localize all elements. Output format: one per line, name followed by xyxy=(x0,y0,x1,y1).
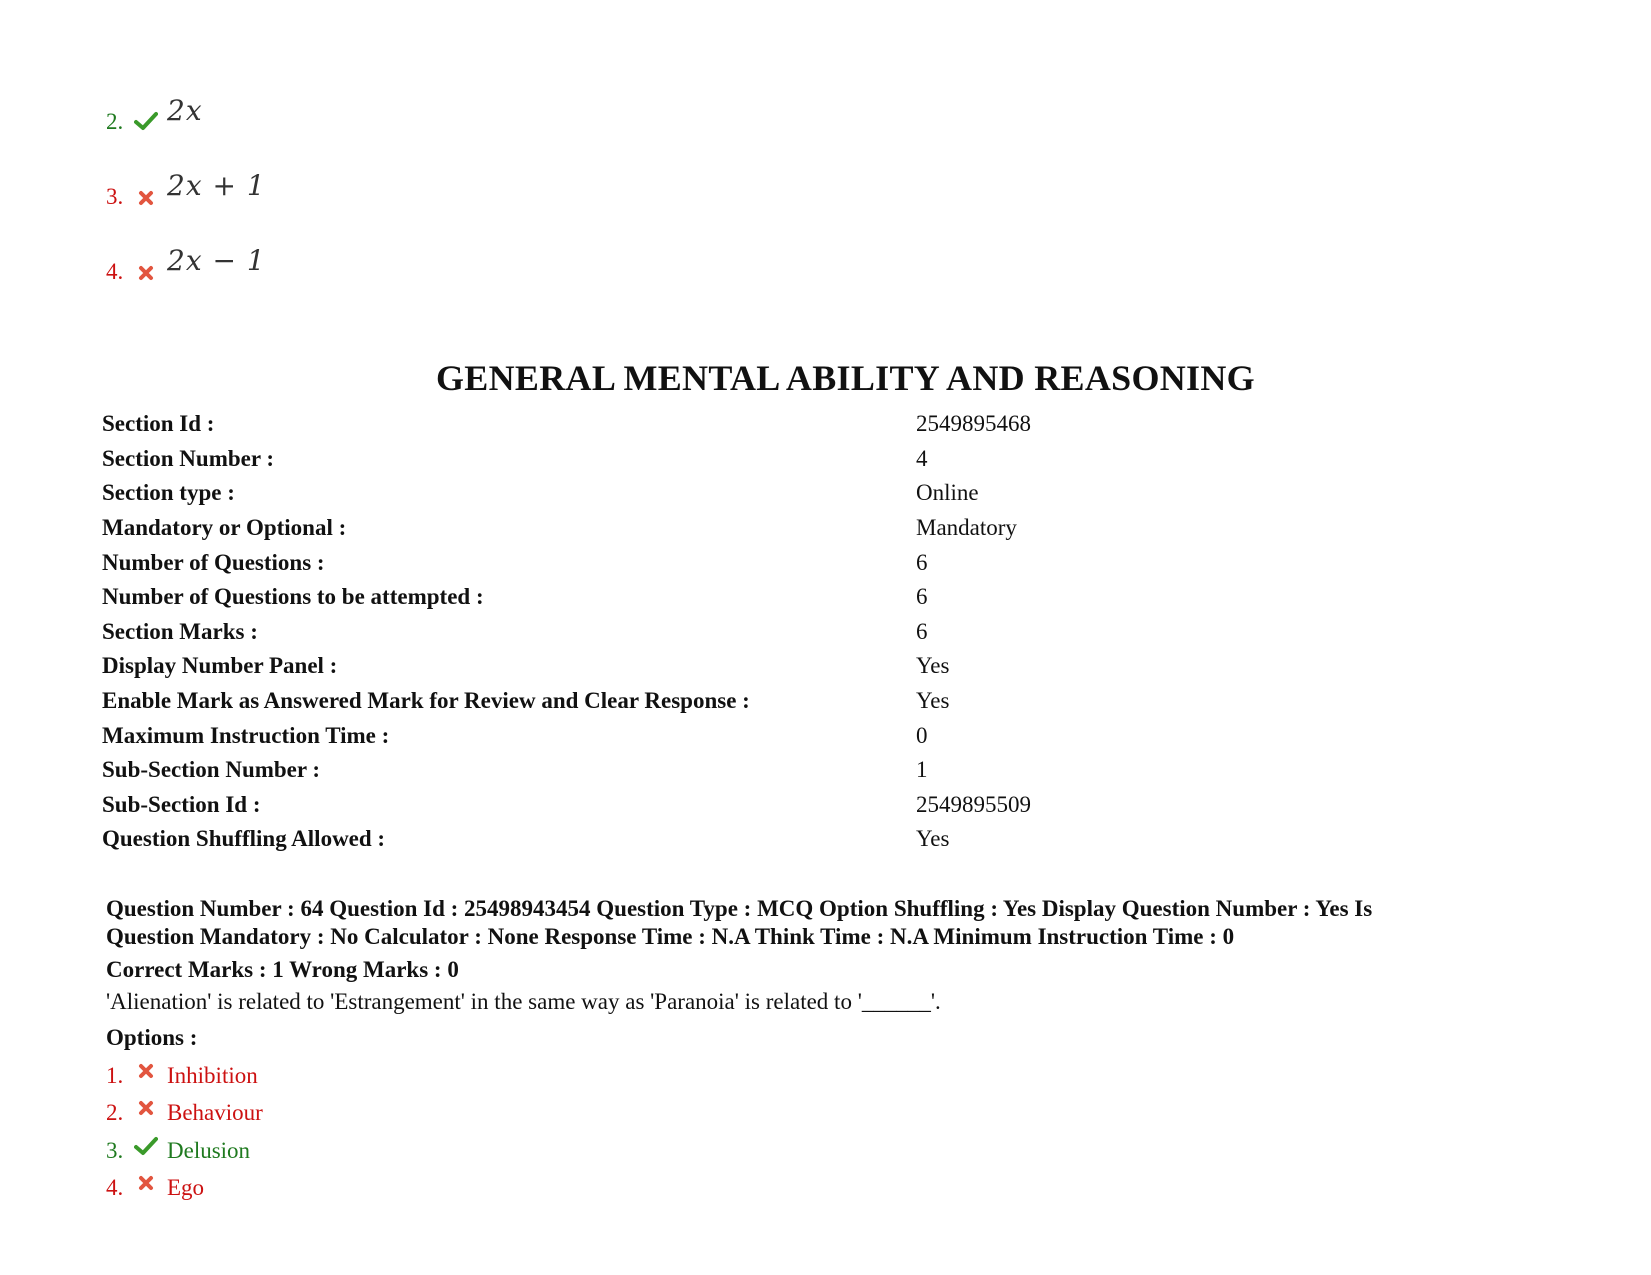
detail-label: Maximum Instruction Time : xyxy=(102,722,390,748)
detail-value: Yes xyxy=(916,688,950,714)
question-marks: Correct Marks : 1 Wrong Marks : 0 xyxy=(106,957,459,982)
detail-value: 6 xyxy=(916,584,928,610)
option-number: 3. xyxy=(106,184,124,209)
option-label: Ego xyxy=(167,1175,205,1201)
option-number: 3. xyxy=(106,1137,124,1163)
detail-value: 0 xyxy=(916,722,928,748)
option-4 xyxy=(106,1170,1566,1208)
detail-row xyxy=(102,822,1102,857)
detail-row xyxy=(102,476,1102,511)
option-expression: 2x + 1 xyxy=(167,169,266,202)
question-block xyxy=(106,895,1566,1207)
detail-value: 6 xyxy=(916,618,928,644)
detail-label: Section Id : xyxy=(102,411,215,437)
question-header xyxy=(106,895,1566,951)
option-number: 4. xyxy=(106,259,124,284)
detail-row xyxy=(102,684,1102,719)
detail-label: Number of Questions : xyxy=(102,549,325,575)
section-details xyxy=(102,407,1102,857)
check-icon xyxy=(131,1136,161,1156)
detail-row xyxy=(102,718,1102,753)
options-label: Options : xyxy=(106,1025,198,1050)
detail-row xyxy=(102,580,1102,615)
cross-icon xyxy=(131,190,161,206)
prev-option-2 xyxy=(106,60,266,135)
option-2 xyxy=(106,1095,1566,1133)
option-expression: 2x xyxy=(167,94,203,127)
option-label: Inhibition xyxy=(167,1062,258,1088)
detail-row xyxy=(102,511,1102,546)
detail-row xyxy=(102,615,1102,650)
detail-label: Display Number Panel : xyxy=(102,653,338,679)
detail-value: 1 xyxy=(916,757,928,783)
option-3 xyxy=(106,1132,1566,1170)
cross-icon xyxy=(131,1175,161,1191)
detail-row xyxy=(102,545,1102,580)
options-list xyxy=(106,1057,1566,1207)
detail-row xyxy=(102,649,1102,684)
detail-value: Yes xyxy=(916,826,950,852)
cross-icon xyxy=(131,1063,161,1079)
detail-label: Sub-Section Id : xyxy=(102,791,261,817)
option-label: Behaviour xyxy=(167,1100,263,1126)
option-1 xyxy=(106,1057,1566,1095)
detail-label: Number of Questions to be attempted : xyxy=(102,584,484,610)
option-label: Delusion xyxy=(167,1137,251,1163)
detail-label: Enable Mark as Answered Mark for Review and Clear Response : xyxy=(102,688,750,714)
detail-label: Section Number : xyxy=(102,445,275,471)
question-header-line: Question Number : 64 Question Id : 25498943454 Question Type : MCQ Option Shuffling : Yes Display Question Number : Yes Is xyxy=(106,896,1373,921)
detail-row xyxy=(102,753,1102,788)
detail-value: 6 xyxy=(916,549,928,575)
detail-row xyxy=(102,442,1102,477)
option-number: 4. xyxy=(106,1175,124,1201)
question-text: 'Alienation' is related to 'Estrangement' in the same way as 'Paranoia' is related to '______'. xyxy=(106,989,941,1014)
question-header-line: Question Mandatory : No Calculator : None Response Time : N.A Think Time : N.A Minimum Instruction Time : 0 xyxy=(106,924,1235,949)
detail-label: Sub-Section Number : xyxy=(102,757,321,783)
detail-value: 2549895468 xyxy=(916,411,1031,437)
check-icon xyxy=(131,111,161,131)
prev-option-4 xyxy=(106,210,266,285)
detail-row xyxy=(102,407,1102,442)
detail-value: Online xyxy=(916,480,979,506)
previous-question-options xyxy=(106,60,266,285)
cross-icon xyxy=(131,265,161,281)
detail-label: Section Marks : xyxy=(102,618,258,644)
detail-value: 4 xyxy=(916,445,928,471)
prev-option-3 xyxy=(106,135,266,210)
detail-value: 2549895509 xyxy=(916,791,1031,817)
option-number: 2. xyxy=(106,1100,124,1126)
detail-label: Section type : xyxy=(102,480,235,506)
detail-row xyxy=(102,788,1102,823)
detail-label: Mandatory or Optional : xyxy=(102,515,347,541)
option-expression: 2x − 1 xyxy=(167,244,266,277)
detail-value: Yes xyxy=(916,653,950,679)
detail-value: Mandatory xyxy=(916,515,1017,541)
cross-icon xyxy=(131,1100,161,1116)
option-number: 2. xyxy=(106,109,124,134)
option-number: 1. xyxy=(106,1062,124,1088)
detail-label: Question Shuffling Allowed : xyxy=(102,826,386,852)
section-title: GENERAL MENTAL ABILITY AND REASONING xyxy=(436,358,1255,398)
